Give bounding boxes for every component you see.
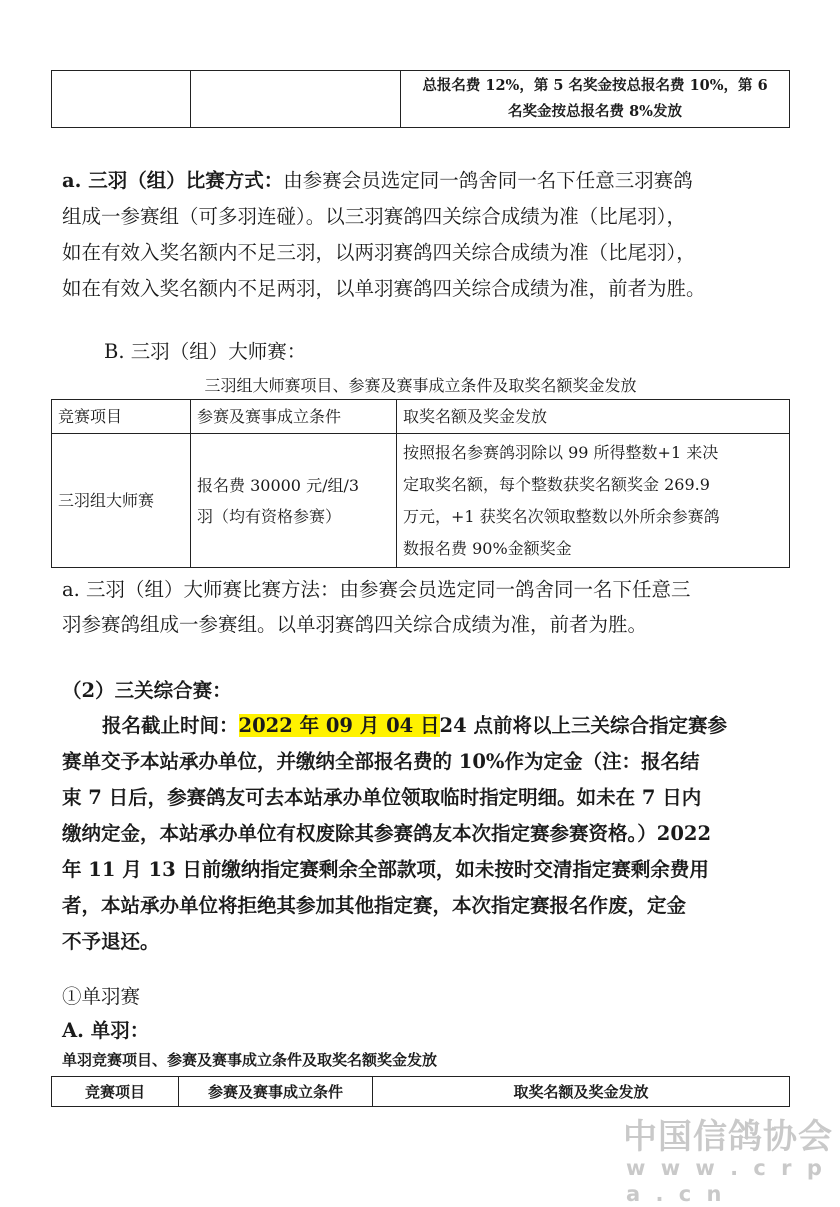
single-table-header-project: 竞赛项目: [52, 1077, 179, 1107]
section-2-line-7: 不予退还。: [62, 930, 160, 953]
top-table-award-line-1: 总报名费 12%，第 5 名奖金按总报名费 10%，第 6: [422, 77, 768, 94]
deadline-label: 报名截止时间：: [102, 714, 239, 737]
watermark-logo-text: 中国信鸽协会: [623, 1117, 833, 1157]
top-table-award-cell: [401, 71, 790, 128]
master-table-condition: 报名费 30000 元/组/3 羽（均有资格参赛）: [191, 434, 397, 568]
single-table-header-award: 取奖名额及奖金发放: [373, 1077, 790, 1107]
single-feather-table: [51, 1076, 790, 1107]
section-a-lead: a. 三羽（组）比赛方式：: [62, 169, 284, 192]
top-table-fragment: [51, 70, 790, 128]
single-feather-caption: 单羽竞赛项目、参赛及赛事成立条件及取奖名额奖金发放: [62, 1051, 438, 1069]
section-b-caption: 三羽组大师赛项目、参赛及赛事成立条件及取奖名额奖金发放: [204, 376, 637, 395]
top-table-empty-cell-2: [191, 71, 401, 128]
section-a-line-1: a. 三羽（组）比赛方式：由参赛会员选定同一鸽舍同一名下任意三羽赛鸽: [62, 169, 693, 192]
master-table-project: 三羽组大师赛: [52, 434, 191, 568]
single-feather-heading: ①单羽赛: [62, 985, 141, 1008]
master-table-header-condition: 参赛及赛事成立条件: [191, 400, 397, 434]
section-2-line-6: 者，本站承办单位将拒绝其参加其他指定赛，本次指定赛报名作废，定金: [62, 894, 687, 917]
section-2-line-3: 束 7 日后，参赛鸽友可去本站承办单位领取临时指定明细。如未在 7 日内: [62, 786, 702, 809]
single-feather-sub: A. 单羽：: [62, 1019, 150, 1042]
master-table: [51, 399, 790, 568]
section-2-paragraph: [62, 708, 802, 960]
section-a-line-4: 如在有效入奖名额内不足两羽，以单羽赛鸽四关综合成绩为准，前者为胜。: [62, 277, 706, 300]
section-a-line-2: 组成一参赛组（可多羽连碰）。以三羽赛鸽四关综合成绩为准（比尾羽），: [62, 205, 687, 228]
section-2-line-2: 赛单交予本站承办单位，并缴纳全部报名费的 10%作为定金（注：报名结: [62, 750, 700, 773]
section-a-line-3: 如在有效入奖名额内不足三羽，以两羽赛鸽四关综合成绩为准（比尾羽），: [62, 241, 696, 264]
section-b-method: a. 三羽（组）大师赛比赛方法：由参赛会员选定同一鸽舍同一名下任意三 羽参赛鸽组成一参赛组。以单羽赛鸽四关综合成绩为准，前者为胜。: [62, 578, 691, 636]
section-b-heading: B. 三羽（组）大师赛：: [104, 340, 307, 363]
master-table-header-award: 取奖名额及奖金发放: [397, 400, 790, 434]
master-table-award: 按照报名参赛鸽羽除以 99 所得整数+1 来决 定取奖名额，每个整数获奖名额奖金 269.9 万元，+1 获奖名次领取整数以外所余参赛鸽 数报名费 90%金额奖金: [397, 434, 790, 568]
watermark-url: w w w . c r p a . c n: [626, 1156, 826, 1206]
single-table-header-condition: 参赛及赛事成立条件: [179, 1077, 373, 1107]
top-table-award-line-2: 名奖金按总报名费 8%发放: [508, 103, 682, 120]
section-a-paragraph: [62, 163, 802, 307]
section-2-heading: （2）三关综合赛：: [62, 679, 232, 702]
section-2-line-5: 年 11 月 13 日前缴纳指定赛剩余全部款项，如未按时交清指定赛剩余费用: [62, 858, 709, 881]
section-2-line-4: 缴纳定金，本站承办单位有权废除其参赛鸽友本次指定赛参赛资格。）2022: [62, 822, 712, 845]
master-table-header-project: 竞赛项目: [52, 400, 191, 434]
deadline-date-highlight: 2022 年 09 月 04 日: [238, 714, 440, 737]
top-table-empty-cell-1: [52, 71, 191, 128]
section-2-line-1: 报名截止时间：2022 年 09 月 04 日24 点前将以上三关综合指定赛参: [102, 714, 727, 737]
